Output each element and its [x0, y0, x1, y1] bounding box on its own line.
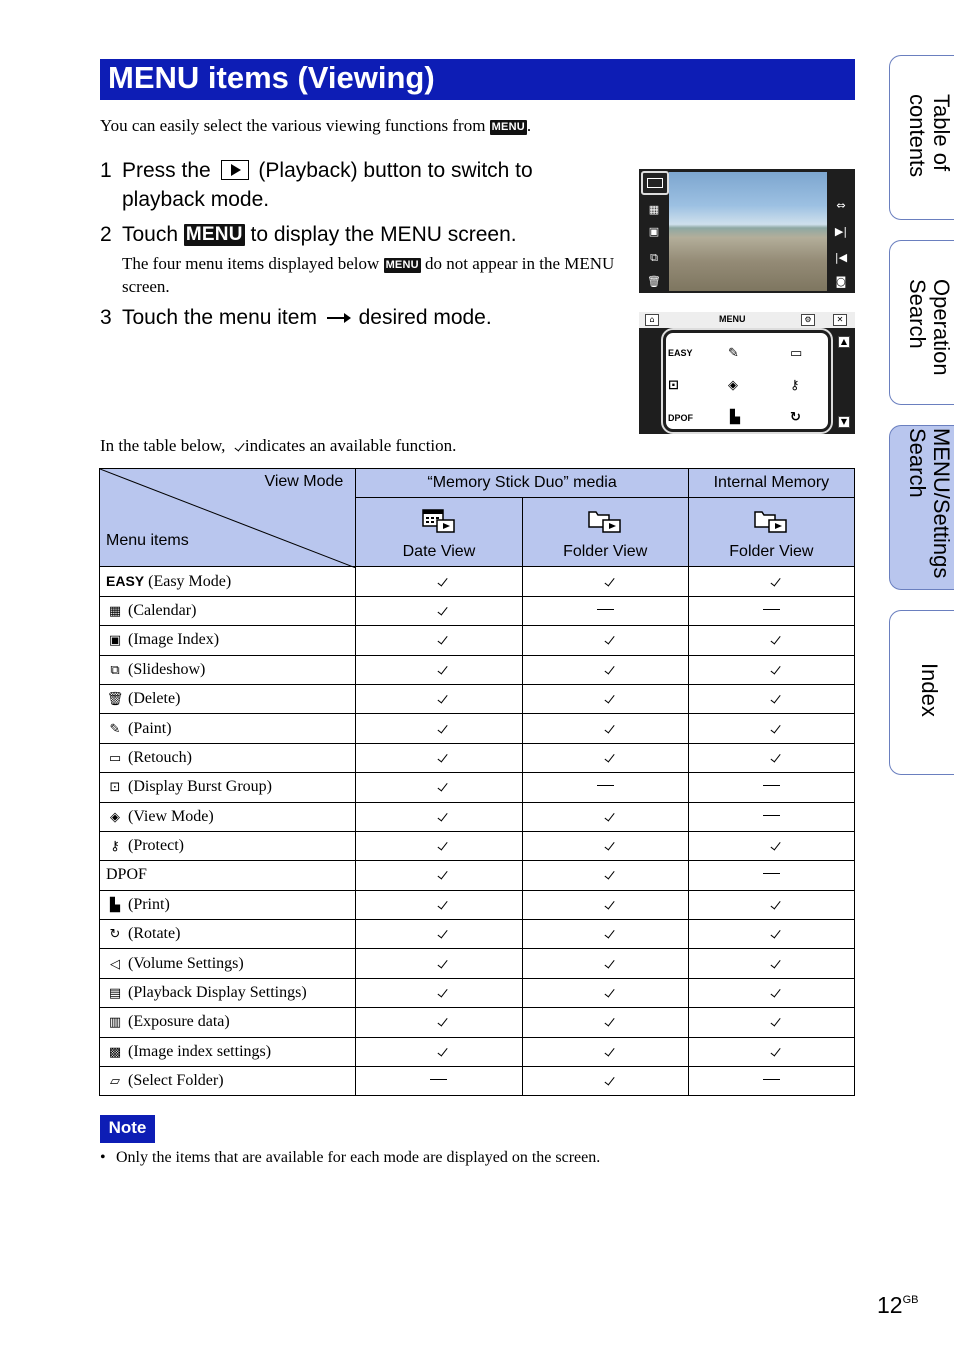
available-cell: [688, 920, 854, 949]
menu-badge-icon: MENU: [491, 120, 525, 133]
folder-view-header: [522, 498, 688, 567]
tab-index[interactable]: [889, 610, 954, 775]
available-cell: [356, 802, 522, 831]
menu-item-label: DPOF: [106, 866, 147, 884]
menu-item-cell: [100, 802, 356, 831]
page-title: MENU items (Viewing): [108, 60, 435, 95]
available-cell: [356, 773, 522, 802]
key-icon: ⚷: [790, 377, 800, 392]
table-body: [100, 567, 855, 1096]
available-cell: [522, 831, 688, 860]
view-mode-icon: ◈: [110, 809, 120, 825]
menu-item-label: (Easy Mode): [148, 572, 232, 590]
check-icon: [433, 575, 444, 587]
folder-icon: ▱: [110, 1074, 120, 1090]
check-icon: [433, 1045, 444, 1057]
intro-end: .: [526, 116, 532, 135]
available-cell: [522, 920, 688, 949]
tab-menu-settings-search[interactable]: [889, 425, 954, 590]
image-index-icon: ▣: [108, 633, 122, 649]
table-row: [100, 861, 855, 890]
dash-icon: [763, 785, 780, 786]
step-3-post: desired mode.: [358, 306, 492, 329]
close-icon: ✕: [833, 314, 847, 326]
check-icon: [600, 810, 611, 822]
menu-screen-top-bar: [639, 312, 855, 328]
check-icon: [766, 1015, 777, 1027]
view-mode-header: View Mode: [264, 473, 344, 490]
available-cell: [356, 949, 522, 978]
gear-icon: ⚙: [801, 314, 815, 326]
tab-label: Table of contents: [905, 94, 954, 178]
step-2-note: [122, 252, 622, 298]
zoom-icon: ⇔: [836, 199, 846, 212]
folder-view-icon: [754, 508, 788, 534]
check-icon: [433, 722, 444, 734]
check-icon: [230, 440, 241, 452]
speaker-icon: ◁: [110, 956, 120, 972]
step-2-note-post: do not appear in the MENU screen.: [122, 254, 615, 296]
check-icon: [600, 868, 611, 880]
menu-item-cell: [100, 773, 356, 802]
menu-item-cell: [100, 1067, 356, 1096]
tab-label: Index: [917, 663, 942, 717]
table-intro-pre: In the table below,: [100, 436, 226, 455]
menu-item-label: (Image index settings): [128, 1042, 272, 1060]
slideshow-icon: ⧉: [650, 251, 658, 264]
note-text: [100, 1147, 600, 1169]
unavailable-cell: [522, 596, 688, 625]
menu-item-label: (Rotate): [128, 925, 181, 943]
dash-icon: [597, 785, 614, 786]
check-icon: [600, 692, 611, 704]
unavailable-cell: [522, 773, 688, 802]
available-cell: [522, 626, 688, 655]
table-row: [100, 626, 855, 655]
menu-item-label: (Print): [128, 895, 170, 913]
check-icon: [766, 692, 777, 704]
check-icon: [766, 575, 777, 587]
check-icon: [433, 986, 444, 998]
menu-item-cell: [100, 949, 356, 978]
step-1-post: (Playback) button to switch to playback mode.: [122, 159, 533, 211]
step-2-pre: Touch: [122, 223, 179, 246]
menu-screen-illustration: [639, 312, 855, 434]
right-toolbar: [827, 169, 855, 293]
check-icon: [433, 1015, 444, 1027]
menu-item-cell: [100, 861, 356, 890]
scroll-down-icon: ▼: [838, 416, 850, 428]
check-icon: [600, 986, 611, 998]
check-icon: [433, 663, 444, 675]
intro-sentence: You can easily select the various viewing functions from: [100, 116, 486, 135]
available-cell: [522, 655, 688, 684]
check-icon: [600, 839, 611, 851]
page-number-value: 12: [877, 1292, 903, 1318]
table-row: [100, 655, 855, 684]
available-cell: [688, 714, 854, 743]
check-icon: [766, 957, 777, 969]
check-icon: [433, 810, 444, 822]
available-cell: [356, 890, 522, 919]
menu-item-label: (Slideshow): [128, 660, 206, 678]
menu-item-cell: [100, 714, 356, 743]
tab-table-of-contents[interactable]: [889, 55, 954, 220]
check-icon: [766, 839, 777, 851]
table-row: [100, 773, 855, 802]
menu-item-cell: [100, 655, 356, 684]
available-cell: [356, 714, 522, 743]
menu-item-label: (Image Index): [128, 631, 220, 649]
table-intro: [100, 434, 456, 458]
available-cell: [356, 743, 522, 772]
table-row: [100, 802, 855, 831]
menu-items-table: [99, 468, 855, 1096]
check-icon: [600, 1074, 611, 1086]
burst-group-icon: ⊡: [668, 377, 679, 392]
display-settings-icon: ▤: [108, 986, 122, 1002]
menu-panel: [663, 330, 831, 432]
dash-icon: [763, 815, 780, 816]
playback-screen-illustration: [639, 169, 855, 293]
burst-group-icon: ⊡: [109, 780, 121, 796]
menu-item-cell: [100, 626, 356, 655]
available-cell: [522, 1037, 688, 1066]
available-cell: [356, 1008, 522, 1037]
menu-item-cell: [100, 596, 356, 625]
unavailable-cell: [688, 773, 854, 802]
page-number: [877, 1292, 919, 1319]
menu-item-cell: [100, 1008, 356, 1037]
date-view-icon: [422, 508, 456, 534]
menu-screen-title: MENU: [719, 314, 746, 324]
available-cell: [688, 684, 854, 713]
retouch-icon: ▭: [790, 345, 803, 360]
table-row: [100, 1067, 855, 1096]
date-view-header: [356, 498, 522, 567]
table-row: [100, 714, 855, 743]
key-icon: ⚷: [110, 839, 120, 855]
check-icon: [766, 633, 777, 645]
next-icon: ▶|: [834, 225, 848, 238]
step-2-post: to display the MENU screen.: [250, 223, 517, 246]
dash-icon: [763, 873, 780, 874]
menu-item-label: (Exposure data): [128, 1013, 230, 1031]
calendar-icon: ▦: [108, 603, 122, 619]
step-2-note-pre: The four menu items displayed below: [122, 254, 380, 273]
internal-folder-view-label: Folder View: [729, 543, 814, 561]
menu-item-label: (Display Burst Group): [128, 778, 272, 796]
slideshow-icon: ⧉: [110, 662, 120, 678]
menu-item-label: (Delete): [128, 690, 181, 708]
available-cell: [356, 861, 522, 890]
available-cell: [688, 949, 854, 978]
available-cell: [688, 567, 854, 596]
exposure-data-icon: ▥: [108, 1015, 122, 1031]
note-label: Note: [100, 1115, 155, 1143]
table-corner-cell: [100, 469, 356, 567]
menu-item-label: (Paint): [128, 719, 172, 737]
available-cell: [522, 978, 688, 1007]
check-icon: [600, 575, 611, 587]
beach-photo: [669, 172, 827, 291]
menu-item-cell: [100, 1037, 356, 1066]
arrow-right-icon: [327, 317, 349, 319]
date-view-label: Date View: [402, 543, 476, 561]
check-icon: [433, 839, 444, 851]
available-cell: [522, 890, 688, 919]
unavailable-cell: [688, 1067, 854, 1096]
dash-icon: [763, 1079, 780, 1080]
unavailable-cell: [688, 802, 854, 831]
dash-icon: [430, 1079, 447, 1080]
menu-item-cell: [100, 743, 356, 772]
available-cell: [688, 743, 854, 772]
check-icon: [600, 957, 611, 969]
menu-item-label: (Select Folder): [128, 1072, 224, 1090]
table-row: [100, 743, 855, 772]
camera-icon: ◙: [835, 275, 847, 288]
available-cell: [522, 684, 688, 713]
scroll-up-icon: ▲: [838, 336, 850, 348]
step-number: 2: [100, 223, 112, 246]
unavailable-cell: [356, 1067, 522, 1096]
menu-badge-icon: MENU: [185, 224, 243, 246]
available-cell: [522, 1067, 688, 1096]
check-icon: [600, 751, 611, 763]
available-cell: [688, 1008, 854, 1037]
table-row: [100, 1037, 855, 1066]
table-row: [100, 567, 855, 596]
check-icon: [600, 927, 611, 939]
available-cell: [356, 655, 522, 684]
bullet: •: [100, 1149, 106, 1166]
unavailable-cell: [688, 596, 854, 625]
available-cell: [522, 861, 688, 890]
available-cell: [356, 567, 522, 596]
table-row: [100, 684, 855, 713]
table-row: [100, 920, 855, 949]
tab-label: MENU/Settings Search: [905, 428, 954, 579]
table-intro-post: indicates an available function.: [244, 436, 457, 455]
trash-icon: 🗑: [106, 692, 124, 708]
available-cell: [522, 743, 688, 772]
available-cell: [356, 978, 522, 1007]
menu-button-icon: [641, 171, 669, 195]
note-sentence: Only the items that are available for each mode are displayed on the screen.: [116, 1149, 601, 1166]
rotate-icon: ↻: [109, 927, 121, 943]
available-cell: [688, 655, 854, 684]
check-icon: [433, 604, 444, 616]
tab-label: Operation Search: [905, 279, 954, 376]
step-1-pre: Press the: [122, 159, 211, 182]
check-icon: [433, 780, 444, 792]
paint-icon: ✎: [109, 721, 121, 737]
available-cell: [522, 949, 688, 978]
memory-stick-header: “Memory Stick Duo” media: [356, 469, 688, 498]
available-cell: [356, 1037, 522, 1066]
check-icon: [600, 1015, 611, 1027]
toolbox-icon: ⌂: [645, 314, 659, 326]
check-icon: [766, 722, 777, 734]
check-icon: [433, 692, 444, 704]
print-icon: ▙: [110, 897, 120, 913]
internal-memory-header: Internal Memory: [688, 469, 854, 498]
check-icon: [433, 751, 444, 763]
available-cell: [522, 714, 688, 743]
folder-view-label: Folder View: [563, 543, 648, 561]
available-cell: [688, 1037, 854, 1066]
unavailable-cell: [688, 861, 854, 890]
dash-icon: [763, 609, 780, 610]
table-row: [100, 949, 855, 978]
check-icon: [766, 927, 777, 939]
check-icon: [600, 898, 611, 910]
menu-item-label: (Playback Display Settings): [128, 984, 307, 1002]
available-cell: [356, 596, 522, 625]
available-cell: [356, 684, 522, 713]
menu-item-label: (View Mode): [128, 807, 214, 825]
page-number-suffix: GB: [902, 1294, 919, 1306]
intro-text: [100, 115, 531, 137]
tab-operation-search[interactable]: [889, 240, 954, 405]
table-row: [100, 1008, 855, 1037]
trash-icon: 🗑: [647, 275, 661, 288]
check-icon: [766, 898, 777, 910]
available-cell: [522, 567, 688, 596]
available-cell: [688, 978, 854, 1007]
paint-icon: ✎: [728, 345, 739, 360]
title-bar: [100, 59, 855, 100]
view-mode-icon: ◈: [728, 377, 738, 392]
table-row: [100, 890, 855, 919]
left-toolbar: [639, 169, 669, 293]
available-cell: [522, 1008, 688, 1037]
check-icon: [766, 751, 777, 763]
menu-item-label: (Protect): [128, 837, 184, 855]
menu-item-label: (Retouch): [128, 748, 192, 766]
available-cell: [356, 626, 522, 655]
check-icon: [766, 986, 777, 998]
available-cell: [688, 626, 854, 655]
easy-mode-icon: EASY: [106, 572, 145, 589]
step-number: 3: [100, 306, 112, 329]
check-icon: [600, 633, 611, 645]
folder-view-icon: [588, 508, 622, 534]
menu-items-header: Menu items: [106, 532, 189, 550]
table-row: [100, 831, 855, 860]
menu-item-cell: [100, 920, 356, 949]
retouch-icon: ▭: [108, 750, 122, 766]
check-icon: [433, 868, 444, 880]
table-row: [100, 978, 855, 1007]
check-icon: [766, 663, 777, 675]
table-row: [100, 596, 855, 625]
menu-item-label: (Calendar): [128, 601, 197, 619]
menu-item-label: (Volume Settings): [128, 954, 244, 972]
available-cell: [522, 802, 688, 831]
available-cell: [356, 831, 522, 860]
internal-folder-view-header: [688, 498, 854, 567]
image-index-icon: ▣: [648, 225, 660, 238]
menu-item-cell: [100, 978, 356, 1007]
check-icon: [600, 722, 611, 734]
playback-icon: [221, 160, 249, 180]
check-icon: [600, 663, 611, 675]
check-icon: [433, 633, 444, 645]
menu-item-cell: [100, 831, 356, 860]
menu-item-cell: [100, 684, 356, 713]
available-cell: [356, 920, 522, 949]
available-cell: [688, 890, 854, 919]
rotate-icon: ↻: [790, 409, 801, 424]
index-settings-icon: ▩: [108, 1044, 122, 1060]
previous-icon: |◀: [834, 251, 848, 264]
print-icon: ▙: [730, 409, 740, 424]
menu-badge-icon: MENU: [385, 258, 419, 271]
menu-item-cell: [100, 567, 356, 596]
step-number: 1: [100, 159, 112, 182]
check-icon: [433, 927, 444, 939]
calendar-icon: ▦: [648, 203, 660, 216]
dash-icon: [597, 609, 614, 610]
step-3-pre: Touch the menu item: [122, 306, 317, 329]
dpof-item: DPOF: [668, 413, 694, 423]
check-icon: [433, 898, 444, 910]
check-icon: [433, 957, 444, 969]
menu-item-cell: [100, 890, 356, 919]
easy-mode-item: EASY: [668, 348, 693, 358]
available-cell: [688, 831, 854, 860]
check-icon: [766, 1045, 777, 1057]
check-icon: [600, 1045, 611, 1057]
